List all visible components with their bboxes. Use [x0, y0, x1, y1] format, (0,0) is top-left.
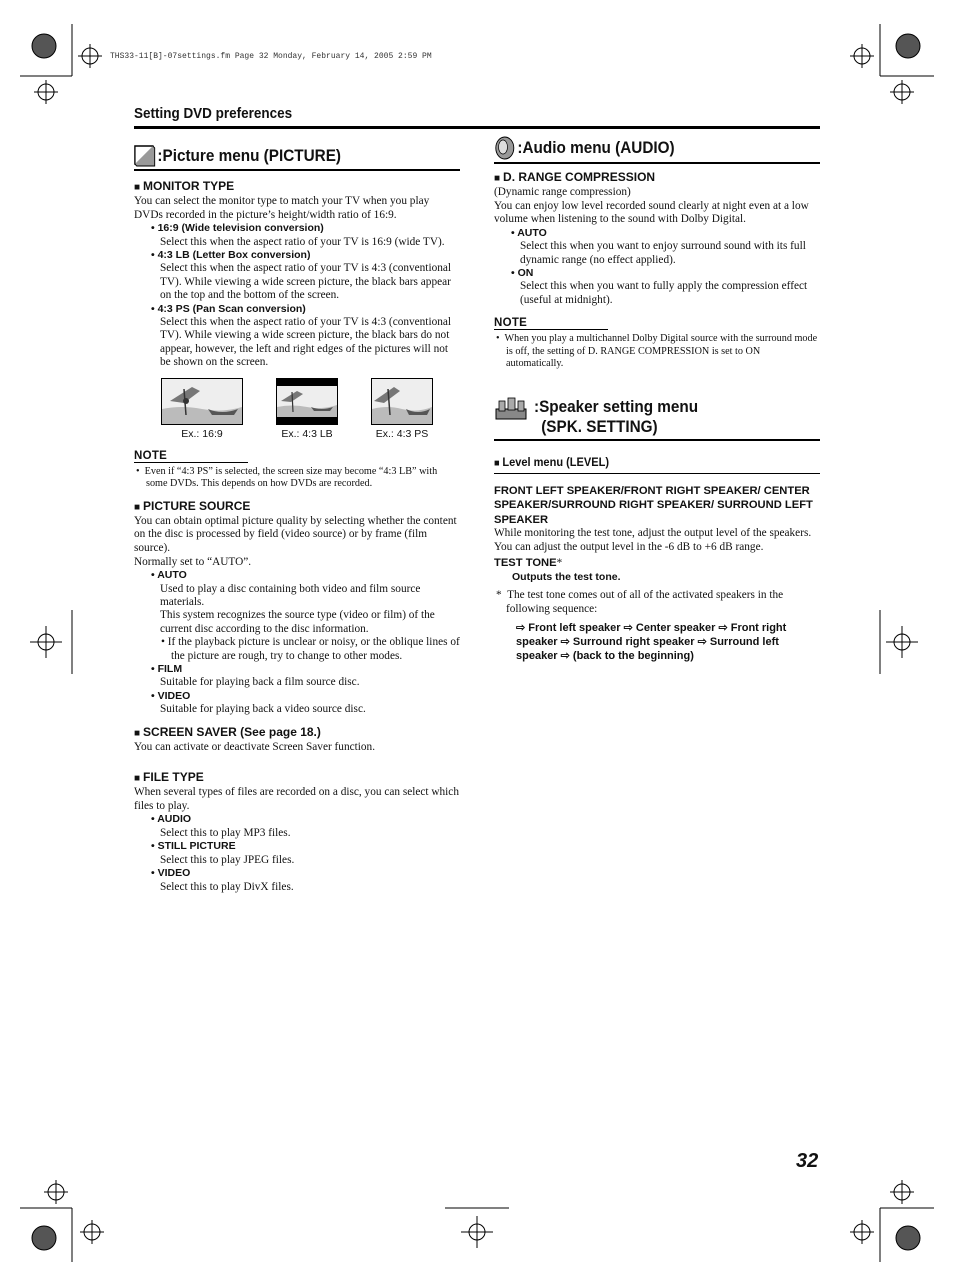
example-4-3-lb-image	[276, 378, 338, 425]
option-label: • 16:9 (Wide television conversion)	[151, 222, 324, 235]
test-tone-sequence: ⇨ Front left speaker ⇨ Center speaker ⇨ Front right speaker ⇨ Surround right speaker ⇨ Surround left speaker ⇨ (back to the beginning)	[516, 621, 787, 662]
example-4-3-lb	[276, 378, 338, 440]
speaker-list-heading: FRONT LEFT SPEAKER/FRONT RIGHT SPEAKER/ CENTER SPEAKER/SURROUND RIGHT SPEAKER/ SURROUND LEFT SPEAKER	[494, 485, 813, 526]
d-range-intro: You can enjoy low level recorded sound clearly at night even at a low volume when listening to the sound with Dolby Digital.	[494, 199, 809, 226]
square-bullet-icon: ■	[134, 773, 141, 785]
note-heading: NOTE	[134, 450, 248, 463]
picture-menu-column	[134, 145, 460, 894]
option-label: • AUTO	[151, 569, 187, 582]
square-bullet-icon: ■	[494, 458, 500, 469]
file-info-line: THS33-11[B]-07settings.fm Page 32 Monday, February 14, 2005 2:59 PM	[110, 52, 432, 61]
example-16-9-image	[161, 378, 243, 425]
speaker-menu-rule	[494, 439, 820, 441]
picture-menu-heading: :Picture menu (PICTURE)	[134, 145, 427, 167]
monitor-type-intro: You can select the monitor type to match your TV when you play DVDs recorded in the picture’s height/width ratio of 16:9.	[134, 195, 430, 221]
picture-menu-rule	[134, 169, 460, 171]
square-bullet-icon: ■	[134, 182, 141, 193]
file-type-intro: When several types of files are recorded on a disc, you can select which files to play.	[134, 786, 459, 812]
audio-speaker-column	[494, 136, 820, 663]
file-type-heading: ■ FILE TYPE	[134, 770, 204, 785]
d-range-paren: (Dynamic range compression)	[494, 186, 631, 198]
audio-menu-heading: :Audio menu (AUDIO)	[494, 136, 787, 160]
example-caption: Ex.: 4:3 LB	[281, 427, 333, 440]
option-label: • VIDEO	[151, 867, 191, 880]
screen-saver-heading: ■ SCREEN SAVER (See page 18.)	[134, 724, 321, 739]
note-text: • Even if “4:3 PS” is selected, the screen size may become “4:3 LB” with some DVDs. This depends on how DVDs are recorded.	[136, 465, 438, 490]
d-range-heading: ■ D. RANGE COMPRESSION	[494, 170, 656, 184]
example-caption: Ex.: 4:3 PS	[375, 427, 429, 440]
option-label: • 4:3 LB (Letter Box conversion)	[151, 249, 311, 261]
section-title: Setting DVD preferences	[134, 106, 293, 122]
example-4-3-ps	[371, 378, 433, 440]
speaker-menu-title-line2: (SPK. SETTING)	[541, 417, 658, 436]
square-bullet-icon: ■	[134, 727, 141, 739]
example-16-9	[161, 378, 243, 440]
speaker-setting-icon	[494, 397, 530, 423]
note-text: • When you play a multichannel Dolby Digital source with the surround mode is off, the setting of D. RANGE COMPRESSION is set to ON automatically.	[496, 333, 818, 370]
section-rule	[134, 126, 820, 129]
speaker-audio-icon	[494, 136, 516, 160]
option-desc: Suitable for playing back a video source disc.	[160, 703, 366, 716]
level-menu-heading: ■ Level menu (LEVEL)	[494, 455, 610, 469]
audio-menu-rule	[494, 162, 820, 164]
option-label: • FILM	[151, 663, 183, 676]
option-subbullet: • If the playback picture is unclear or noisy, or the oblique lines of the picture are rough, try to change to other modes.	[161, 636, 460, 662]
option-desc: This system recognizes the source type (video or film) of the current disc according to the disc information.	[160, 609, 435, 635]
picture-menu-icon	[134, 145, 156, 167]
option-label: • 4:3 PS (Pan Scan conversion)	[151, 302, 306, 315]
option-desc: Suitable for playing back a film source disc.	[160, 676, 360, 689]
option-label: • VIDEO	[151, 689, 191, 702]
picture-source-normal: Normally set to “AUTO”.	[134, 555, 252, 568]
speaker-menu-title-line1: :Speaker setting menu	[534, 397, 699, 416]
option-desc: Select this when the aspect ratio of your TV is 4:3 (conventional TV). While viewing a wide screen picture, the black bars appear on the top and the bottom of the screen.	[160, 262, 452, 302]
test-tone-heading: TEST TONE*	[494, 557, 563, 570]
picture-source-intro: You can obtain optimal picture quality by selecting whether the content on the disc is processed by field (video source) or by frame (film source).	[134, 514, 457, 555]
option-desc: Select this when the aspect ratio of your TV is 4:3 (conventional TV). While viewing a wide screen picture, the black bars do not appear, however, the left and right edges of the pictures will not be shown on the screen.	[160, 316, 452, 369]
speaker-level-desc2: You can adjust the output level in the -6 dB to +6 dB range.	[494, 540, 764, 553]
speaker-level-desc1: While monitoring the test tone, adjust the output level of the speakers.	[494, 527, 812, 540]
option-desc: Select this to play MP3 files.	[160, 826, 291, 839]
screen-saver-desc: You can activate or deactivate Screen Saver function.	[134, 740, 376, 753]
option-desc: Select this to play DivX files.	[160, 880, 294, 893]
picture-source-heading: ■ PICTURE SOURCE	[134, 498, 251, 513]
option-label: • ON	[511, 267, 534, 279]
test-tone-desc: Outputs the test tone.	[512, 571, 621, 584]
option-desc: Select this when the aspect ratio of your TV is 16:9 (wide TV).	[160, 235, 445, 248]
level-menu-rule	[494, 473, 820, 474]
example-4-3-ps-image	[371, 378, 433, 425]
option-label: • AUDIO	[151, 813, 192, 826]
option-desc: Select this when you want to fully apply the compression effect (useful at midnight).	[520, 280, 808, 306]
aspect-examples	[161, 378, 433, 440]
note-heading: NOTE	[494, 317, 608, 330]
speaker-menu-heading	[494, 397, 820, 437]
option-label: • STILL PICTURE	[151, 840, 236, 853]
option-label: • AUTO	[511, 226, 547, 239]
test-tone-footnote: * The test tone comes out of all of the activated speakers in the following sequence:	[496, 589, 784, 615]
page-number: 32	[796, 1150, 819, 1172]
example-caption: Ex.: 16:9	[181, 427, 223, 440]
option-desc: Used to play a disc containing both video and film source materials.	[160, 582, 421, 609]
option-desc: Select this when you want to enjoy surround sound with its full dynamic range (no effect applied).	[520, 240, 806, 266]
square-bullet-icon: ■	[494, 173, 501, 184]
square-bullet-icon: ■	[134, 501, 141, 513]
option-desc: Select this to play JPEG files.	[160, 853, 295, 866]
monitor-type-heading: ■ MONITOR TYPE	[134, 179, 235, 193]
